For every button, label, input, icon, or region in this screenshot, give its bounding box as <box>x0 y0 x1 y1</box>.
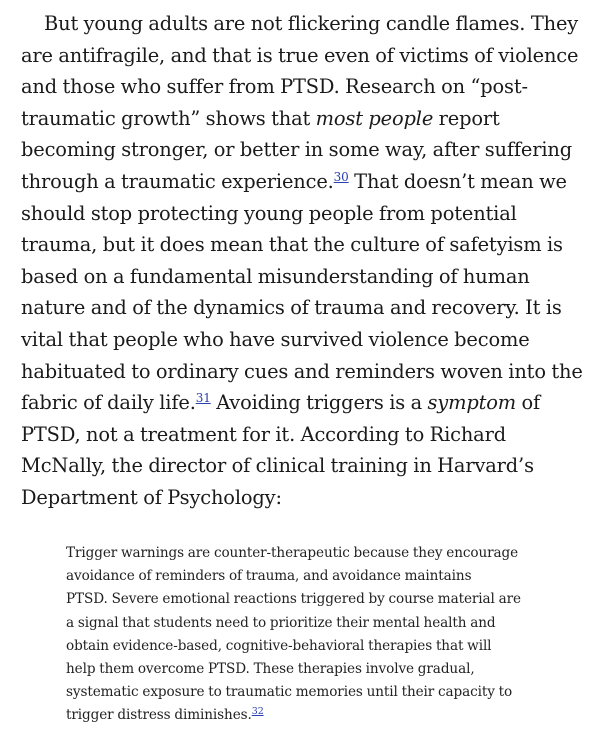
text-run: through a traumatic experience. <box>21 169 334 193</box>
quote-line: obtain evidence-based, cognitive-behavioral therapies that will <box>66 637 492 654</box>
footnote-link-32[interactable]: 32 <box>251 706 264 718</box>
text-line: habituated to ordinary cues and reminders woven into the <box>21 359 583 383</box>
text-line <box>21 166 601 198</box>
text-line: trauma, but it does mean that the culture of safetyism is <box>21 233 563 257</box>
text-line: should stop protecting young people from potential <box>21 201 517 225</box>
text-line: vital that people who have survived violence become <box>21 327 530 351</box>
quote-line: a signal that students need to prioritize their mental health and <box>66 614 496 631</box>
footnote-link-31[interactable]: 31 <box>195 391 211 406</box>
text-line: Department of Psychology: <box>21 485 282 509</box>
text-line: But young adults are not flickering candle flames. They <box>44 12 579 35</box>
footnote-ref-31 <box>196 391 211 405</box>
text-line: are antifragile, and that is true even of victims of violence <box>21 43 579 67</box>
text-run: of <box>516 391 541 415</box>
text-line: based on a fundamental misunderstanding of human <box>21 264 530 288</box>
footnote-ref-32 <box>252 706 264 717</box>
text-run: traumatic growth” shows that <box>21 106 316 130</box>
footnote-ref-30 <box>334 170 349 184</box>
body-paragraph <box>21 8 601 514</box>
emphasis-symptom: symptom <box>427 391 517 415</box>
block-quote <box>66 542 596 728</box>
emphasis-most-people: most people <box>315 106 434 130</box>
text-line: and those who suffer from PTSD. Research on “post- <box>21 75 528 99</box>
text-run: trigger distress diminishes. <box>66 707 252 724</box>
quote-line: PTSD. Severe emotional reactions triggered by course material are <box>66 591 521 608</box>
text-line: PTSD, not a treatment for it. According to Richard <box>21 422 506 446</box>
text-run: That doesn’t mean we <box>348 169 567 193</box>
text-run: Avoiding triggers is a <box>210 391 428 415</box>
text-line: nature and of the dynamics of trauma and recovery. It is <box>21 296 562 320</box>
footnote-link-30[interactable]: 30 <box>333 169 349 184</box>
text-line <box>21 103 601 135</box>
text-line <box>21 387 601 419</box>
text-line: McNally, the director of clinical training in Harvard’s <box>21 454 534 478</box>
quote-line <box>66 704 596 727</box>
quote-line: systematic exposure to traumatic memories until their capacity to <box>66 684 513 701</box>
quote-line: avoidance of reminders of trauma, and avoidance maintains <box>66 568 472 585</box>
text-run: fabric of daily life. <box>21 391 196 415</box>
text-line: becoming stronger, or better in some way, after suffering <box>21 138 572 162</box>
quote-line: Trigger warnings are counter-therapeutic because they encourage <box>66 545 519 561</box>
quote-line: help them overcome PTSD. These therapies involve gradual, <box>66 661 475 678</box>
text-run: report <box>433 106 500 130</box>
